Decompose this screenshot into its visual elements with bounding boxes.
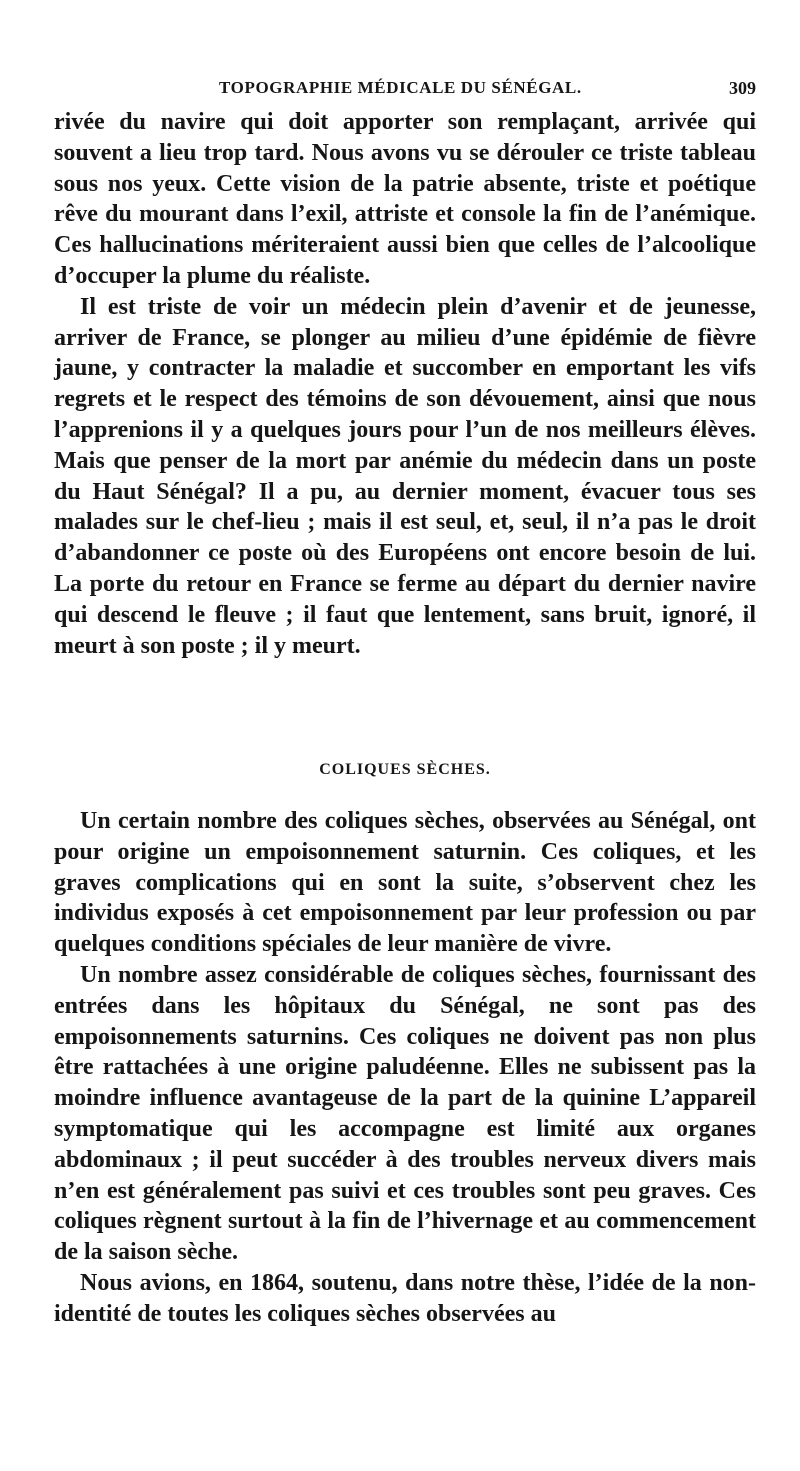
text-block-before-section [54,107,756,661]
running-head [54,74,756,104]
paragraph-anemia-death: Il est triste de voir un médecin plein d’avenir et de jeunesse, arriver de France, se plonger au milieu d’une épidémie de fièvre jaune, y contracter la maladie et succomber en emportant les vifs regrets et le respect des témoins de son dévouement, ainsi que nous l’apprenions il y a quelques jours pour l’un de nos meilleurs élèves. Mais que penser de la mort par anémie du médecin dans un poste du Haut Sénégal? Il a pu, au dernier moment, évacuer tous ses malades sur le chef-lieu ; mais il est seul, et, seul, il n’a pas le droit d’abandonner ce poste où des Européens ont encore besoin de lui. La porte du retour en France se ferme au départ du dernier navire qui descend le fleuve ; il faut que lentement, sans bruit, ignoré, il meurt à son poste ; il y meurt. [54,293,756,659]
paragraph-non-saturnine-colic: Un nombre assez considérable de coliques sèches, fournissant des entrées dans les hôpitaux du Sénégal, ne sont pas des empoisonnements saturnins. Ces coliques ne doivent pas non plus être rattachées à une origine paludéenne. Elles ne subissent pas la moindre influence avantageuse de la part de la quinine L’appareil symptomatique qui les accompagne est limité aux organes abdominaux ; il peut succéder à des troubles nerveux divers mais n’en est généralement pas suivi et ces troubles sont peu graves. Ces coliques règnent surtout à la fin de l’hivernage et au commencement de la saison sèche. [54,961,756,1266]
page-number: 309 [729,78,756,98]
paragraph-saturnine-origin: Un certain nombre des coliques sèches, observées au Sénégal, ont pour origine un empoisonnement saturnin. Ces coliques, et les graves complications qui en sont la suite, s’observent chez les individus exposés à cet empoisonnement par leur profession ou par quelques conditions spéciales de leur manière de vivre. [54,808,756,958]
running-title: TOPOGRAPHIE MÉDICALE DU SÉNÉGAL. [219,78,582,97]
paragraph-thesis-1864: Nous avions, en 1864, soutenu, dans notre thèse, l’idée de la non-identité de toutes les coliques sèches observées au [54,1269,756,1327]
paragraph-continued: rivée du navire qui doit apporter son remplaçant, arrivée qui souvent a lieu trop tard. Nous avons vu se dérouler ce triste tableau sous nos yeux. Cette vision de la patrie absente, triste et poétique rêve du mourant dans l’exil, attriste et console la fin de l’anémique. Ces hallucinations mériteraient aussi bien que celles de l’alcoolique d’occuper la plume du réaliste. [54,109,756,289]
book-page [54,0,756,1471]
section-heading: COLIQUES SÈCHES. [319,761,491,778]
text-block-section [54,806,756,1330]
